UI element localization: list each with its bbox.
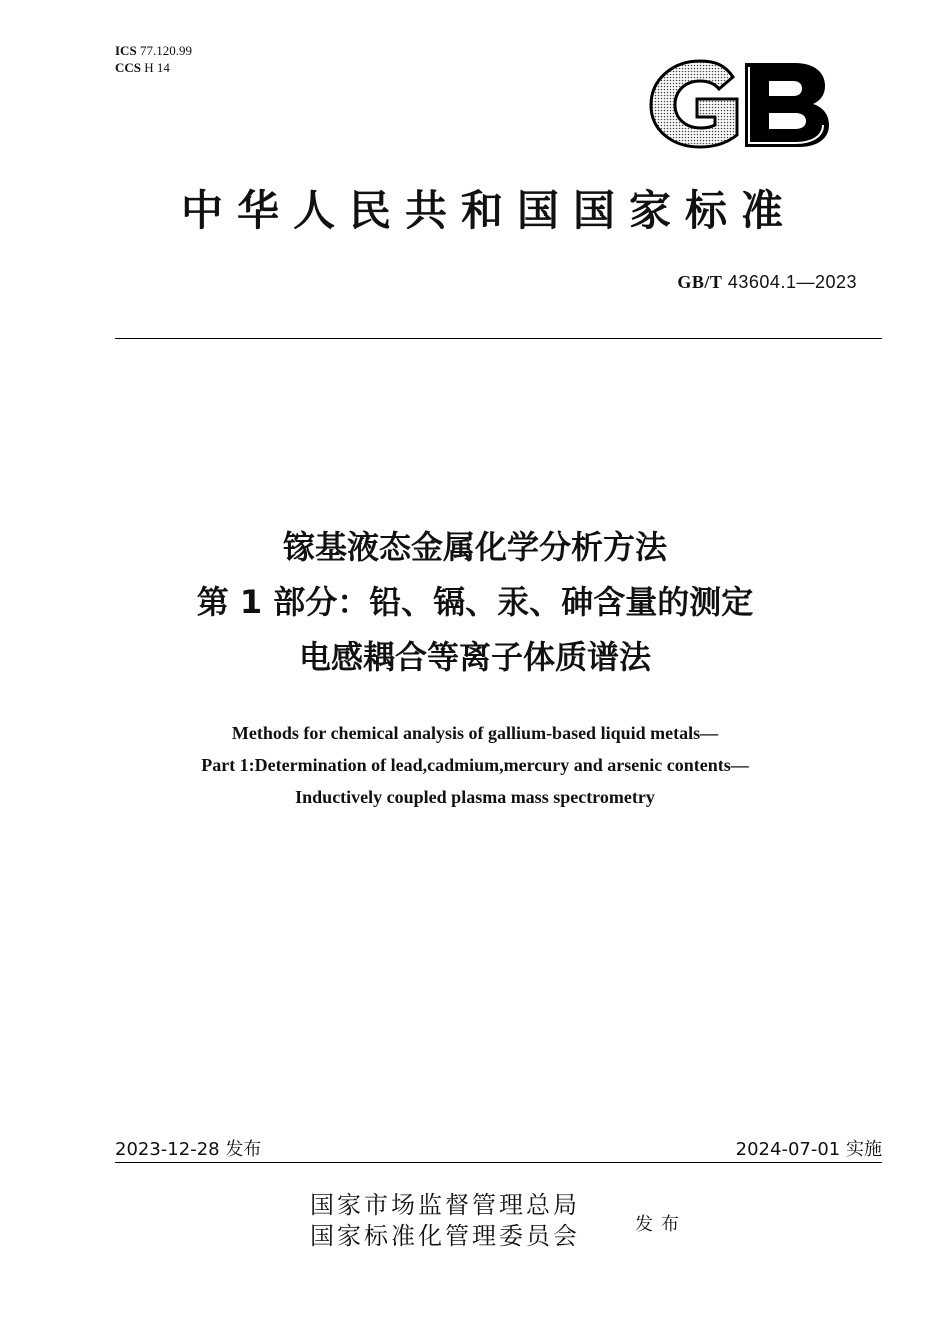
ics-value: 77.120.99 <box>139 43 192 58</box>
ccs-value: H 14 <box>144 60 170 75</box>
chinese-title <box>0 520 950 685</box>
ccs-code <box>115 59 192 76</box>
chinese-title-line: 第 1 部分：铅、镉、汞、砷含量的测定 <box>196 583 754 621</box>
standard-number <box>677 272 857 293</box>
issuer-name: 国家市场监督管理总局 <box>310 1191 580 1219</box>
english-title-line: Part 1:Determination of lead,cadmium,mercury and arsenic contents— <box>201 755 749 775</box>
english-title-line: Inductively coupled plasma mass spectrometry <box>295 787 655 807</box>
standard-code: 43604.1—2023 <box>727 272 857 292</box>
standard-prefix: GB/T <box>677 272 723 292</box>
ccs-label: CCS <box>115 60 142 75</box>
issuing-authorities <box>310 1190 580 1252</box>
gb-logo <box>645 55 835 150</box>
implementation-date: 2024-07-01 实施 <box>735 1139 882 1160</box>
national-standard-title: 中华人民共和国国家标准 <box>180 186 797 235</box>
ics-label: ICS <box>115 43 137 58</box>
issue-action: 发布 <box>635 1214 687 1235</box>
issue-date: 2023-12-28 发布 <box>115 1139 262 1160</box>
classification-codes <box>115 42 192 76</box>
english-title-line: Methods for chemical analysis of gallium-based liquid metals— <box>231 723 719 743</box>
chinese-title-line: 镓基液态金属化学分析方法 <box>282 528 667 566</box>
issuer-name: 国家标准化管理委员会 <box>310 1222 580 1250</box>
english-title <box>0 717 950 813</box>
chinese-title-line: 电感耦合等离子体质谱法 <box>298 638 651 676</box>
top-divider <box>115 338 882 339</box>
ics-code <box>115 42 192 59</box>
bottom-divider <box>115 1162 882 1163</box>
